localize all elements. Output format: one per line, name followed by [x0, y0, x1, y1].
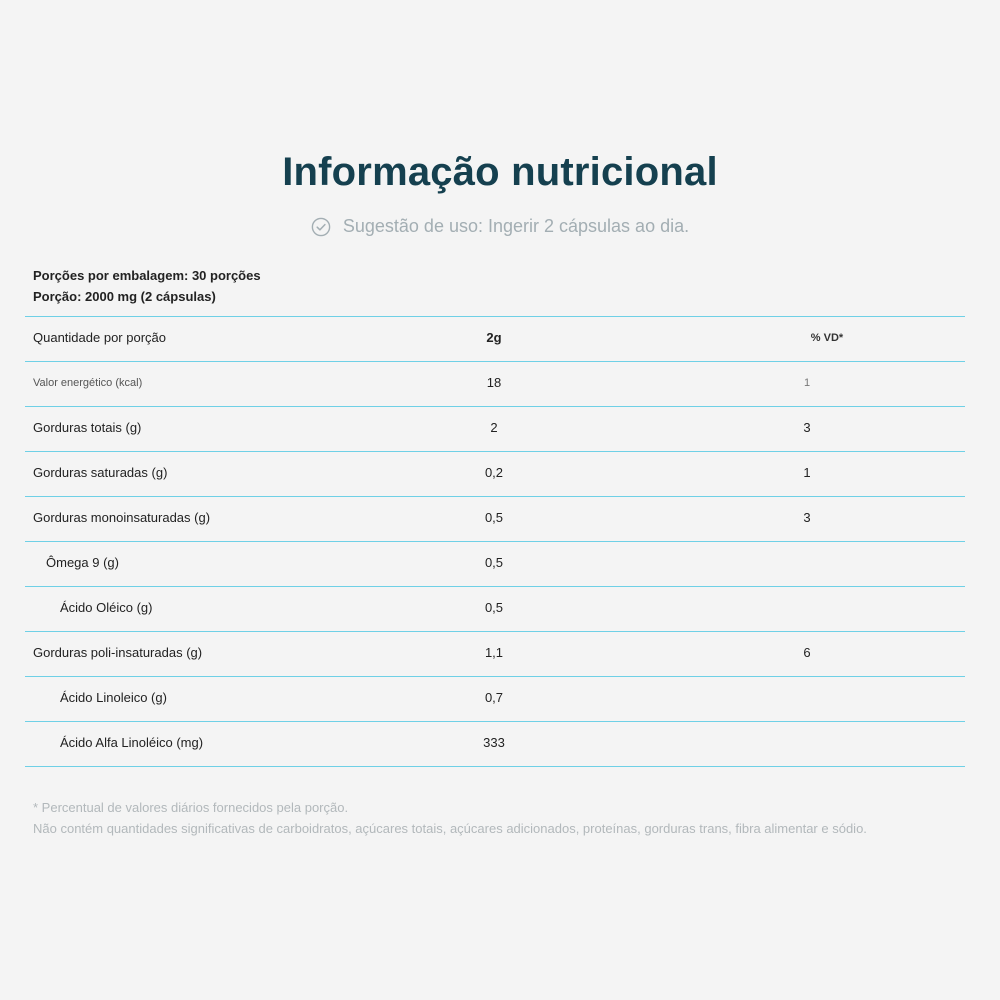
nutrient-name: Ômega 9 (g) [46, 555, 119, 570]
nutrient-daily-value: 3 [803, 420, 811, 435]
check-circle-icon [311, 217, 331, 237]
nutrient-quantity: 2 [490, 420, 498, 435]
nutrient-quantity: 18 [486, 375, 502, 390]
usage-suggestion-text: Sugestão de uso: Ingerir 2 cápsulas ao dia. [342, 216, 690, 236]
table-row [25, 362, 965, 407]
table-row [25, 452, 965, 497]
table-header-row [25, 317, 965, 362]
serving-info [33, 265, 261, 307]
nutrient-quantity: 1,1 [484, 645, 504, 660]
header-quantity: 2g [486, 330, 502, 345]
nutrient-daily-value: 6 [803, 645, 811, 660]
serving-size: Porção: 2000 mg (2 cápsulas) [33, 289, 216, 304]
table-row [25, 407, 965, 452]
header-daily-value: % VD* [810, 332, 844, 344]
nutrient-quantity: 333 [483, 735, 505, 750]
table-row [25, 677, 965, 722]
daily-value-footnote: * Percentual de valores diários fornecidos pela porção. [33, 800, 349, 815]
page-title: Informação nutricional [282, 150, 718, 194]
header-name: Quantidade por porção [33, 330, 166, 345]
nutrient-name: Ácido Linoleico (g) [60, 690, 167, 705]
nutrient-quantity: 0,2 [484, 465, 504, 480]
table-row [25, 587, 965, 632]
nutrient-quantity: 0,5 [484, 555, 504, 570]
nutrient-daily-value: 3 [803, 510, 811, 525]
nutrient-name: Gorduras monoinsaturadas (g) [33, 510, 211, 525]
footnotes [33, 797, 867, 839]
table-row [25, 632, 965, 677]
nutrient-name: Ácido Oléico (g) [60, 600, 153, 615]
nutrient-name: Ácido Alfa Linoléico (mg) [60, 735, 204, 750]
nutrient-name: Gorduras poli-insaturadas (g) [33, 645, 203, 660]
table-row [25, 497, 965, 542]
nutrient-daily-value: 1 [803, 465, 811, 480]
nutrient-quantity: 0,5 [484, 600, 504, 615]
table-row [25, 722, 965, 767]
not-significant-note: Não contém quantidades significativas de carboidratos, açúcares totais, açúcares adicionados, proteínas, gorduras trans, fibra alimentar e sódio. [33, 821, 867, 836]
nutrient-name: Gorduras saturadas (g) [33, 465, 168, 480]
nutrient-name: Gorduras totais (g) [33, 420, 142, 435]
usage-suggestion [0, 216, 1000, 237]
nutrient-name: Valor energético (kcal) [33, 377, 143, 389]
servings-per-package: Porções por embalagem: 30 porções [33, 268, 261, 283]
nutrition-table [25, 316, 965, 767]
nutrient-quantity: 0,5 [484, 510, 504, 525]
table-row [25, 542, 965, 587]
nutrient-quantity: 0,7 [484, 690, 504, 705]
nutrient-daily-value: 1 [803, 377, 811, 389]
